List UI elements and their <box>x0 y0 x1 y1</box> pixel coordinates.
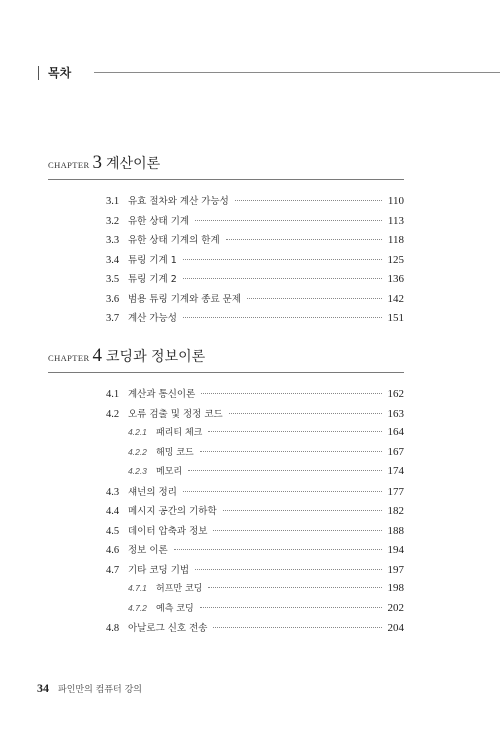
page-number: 125 <box>387 253 404 266</box>
page-number: 177 <box>387 485 404 498</box>
toc-entry[interactable] <box>106 620 404 640</box>
page-footer <box>37 677 142 696</box>
section-title: 메시지 공간의 기하학 <box>128 506 217 517</box>
chapter-rule <box>48 179 404 180</box>
section-number: 4.1 <box>106 389 120 400</box>
chapter-label: CHAPTER <box>48 160 90 170</box>
toc-entry[interactable] <box>106 310 404 330</box>
section-title: 기타 코딩 기법 <box>128 564 190 576</box>
toc-entry[interactable] <box>106 291 404 311</box>
dot-leader <box>174 549 382 550</box>
page-number: 202 <box>387 601 404 614</box>
subsection-number: 4.7.2 <box>128 602 147 613</box>
dot-leader <box>195 569 381 570</box>
page-number: 174 <box>387 465 404 477</box>
dot-leader <box>208 431 381 432</box>
toc-entry[interactable] <box>106 523 404 543</box>
toc-entry[interactable] <box>106 386 404 406</box>
section-number: 3.6 <box>106 293 120 305</box>
chapter-label: CHAPTER <box>48 353 90 363</box>
footer-page-number: 34 <box>37 681 49 695</box>
section-number: 4.8 <box>106 623 120 634</box>
section-number: 4.5 <box>106 525 120 537</box>
header-bar-divider <box>38 66 39 80</box>
dot-leader <box>201 393 381 394</box>
dot-leader <box>195 220 382 221</box>
section-number: 4.2 <box>106 408 120 420</box>
toc-entry[interactable] <box>106 213 404 233</box>
subsection-title: 메모리 <box>156 467 183 477</box>
section-title: 계산 가능성 <box>128 313 177 324</box>
toc-subentry[interactable] <box>106 581 404 601</box>
dot-leader <box>229 413 382 414</box>
chapter-heading <box>48 152 404 176</box>
page-number: 113 <box>387 214 404 227</box>
toc-header <box>38 64 500 82</box>
chapter-3-entries <box>106 193 404 330</box>
toc-entry[interactable] <box>106 252 404 272</box>
subsection-title: 패리티 체크 <box>156 428 203 438</box>
dot-leader <box>183 317 382 318</box>
page-number: 164 <box>387 426 404 438</box>
dot-leader <box>235 200 382 201</box>
toc-entry[interactable] <box>106 232 404 252</box>
page-number: 162 <box>387 388 404 400</box>
section-number: 3.7 <box>106 313 120 324</box>
page-number: 136 <box>387 273 404 285</box>
page-number: 204 <box>387 622 404 634</box>
page-number: 167 <box>387 445 404 458</box>
page-number: 110 <box>387 195 404 207</box>
chapter-4 <box>48 345 404 640</box>
section-number: 4.4 <box>106 506 120 517</box>
dot-leader <box>247 298 381 299</box>
chapter-heading <box>48 345 404 369</box>
dot-leader <box>188 470 381 471</box>
subsection-title: 해밍 코드 <box>156 447 194 458</box>
section-number: 4.3 <box>106 486 120 498</box>
section-title: 유한 상태 기계 <box>128 215 190 227</box>
footer-book-title: 파인만의 컴퓨터 강의 <box>58 685 142 695</box>
page-number: 197 <box>387 563 404 576</box>
subsection-title: 예측 코딩 <box>156 603 194 614</box>
toc-entry[interactable] <box>106 406 404 426</box>
toc-subentry[interactable] <box>106 601 404 621</box>
section-title: 범용 튜링 기계와 종료 문제 <box>128 293 242 305</box>
toc-entry[interactable] <box>106 503 404 523</box>
toc-subentry[interactable] <box>106 425 404 445</box>
toc-subentry[interactable] <box>106 445 404 465</box>
section-title: 튜링 기계 1 <box>128 254 177 266</box>
section-number: 4.7 <box>106 564 120 576</box>
section-title: 데이터 압축과 정보 <box>128 525 208 537</box>
chapter-title: 코딩과 정보이론 <box>106 349 206 365</box>
chapter-4-entries <box>106 386 404 640</box>
section-number: 3.2 <box>106 215 120 227</box>
subsection-number: 4.2.1 <box>128 427 147 437</box>
header-rule <box>94 72 500 73</box>
toc-entry[interactable] <box>106 562 404 582</box>
dot-leader <box>213 530 381 531</box>
section-number: 3.5 <box>106 274 120 285</box>
section-number: 4.6 <box>106 545 120 556</box>
chapter-number: 4 <box>92 345 103 366</box>
section-title: 정보 이론 <box>128 545 168 556</box>
section-title: 계산과 통신이론 <box>128 389 196 400</box>
dot-leader <box>223 510 382 511</box>
page-number: 198 <box>387 582 404 594</box>
toc-entry[interactable] <box>106 542 404 562</box>
section-number: 3.4 <box>106 254 120 266</box>
page-number: 182 <box>387 505 404 517</box>
dot-leader <box>200 607 382 608</box>
section-number: 3.1 <box>106 196 120 207</box>
page-number: 118 <box>387 234 404 246</box>
toc-entry[interactable] <box>106 271 404 291</box>
section-title: 오류 검출 및 정정 코드 <box>128 408 223 420</box>
section-title: 유한 상태 기계의 한계 <box>128 235 220 246</box>
subsection-number: 4.2.2 <box>128 446 147 457</box>
dot-leader <box>183 259 382 260</box>
section-title: 섀넌의 정리 <box>128 486 177 498</box>
section-number: 3.3 <box>106 235 120 246</box>
section-title: 아날로그 신호 전송 <box>128 623 208 634</box>
dot-leader <box>183 278 382 279</box>
section-title: 튜링 기계 2 <box>128 274 177 285</box>
toc-subentry[interactable] <box>106 464 404 484</box>
toc-entry[interactable] <box>106 193 404 213</box>
page-number: 194 <box>387 544 404 556</box>
page-number: 151 <box>387 312 404 324</box>
chapter-number: 3 <box>92 152 103 173</box>
toc-entry[interactable] <box>106 484 404 504</box>
dot-leader <box>226 239 382 240</box>
page-number: 163 <box>387 407 404 420</box>
subsection-number: 4.7.1 <box>128 583 147 593</box>
subsection-title: 허프만 코딩 <box>156 584 203 594</box>
toc-title: 목차 <box>48 66 72 80</box>
dot-leader <box>208 587 381 588</box>
page-number: 142 <box>387 292 404 305</box>
chapter-rule <box>48 372 404 373</box>
subsection-number: 4.2.3 <box>128 466 147 476</box>
dot-leader <box>183 491 382 492</box>
dot-leader <box>213 627 381 628</box>
dot-leader <box>200 451 382 452</box>
section-title: 유효 절차와 계산 가능성 <box>128 196 229 207</box>
chapter-title: 계산이론 <box>106 156 161 172</box>
page-number: 188 <box>387 524 404 537</box>
chapter-3 <box>48 152 404 330</box>
